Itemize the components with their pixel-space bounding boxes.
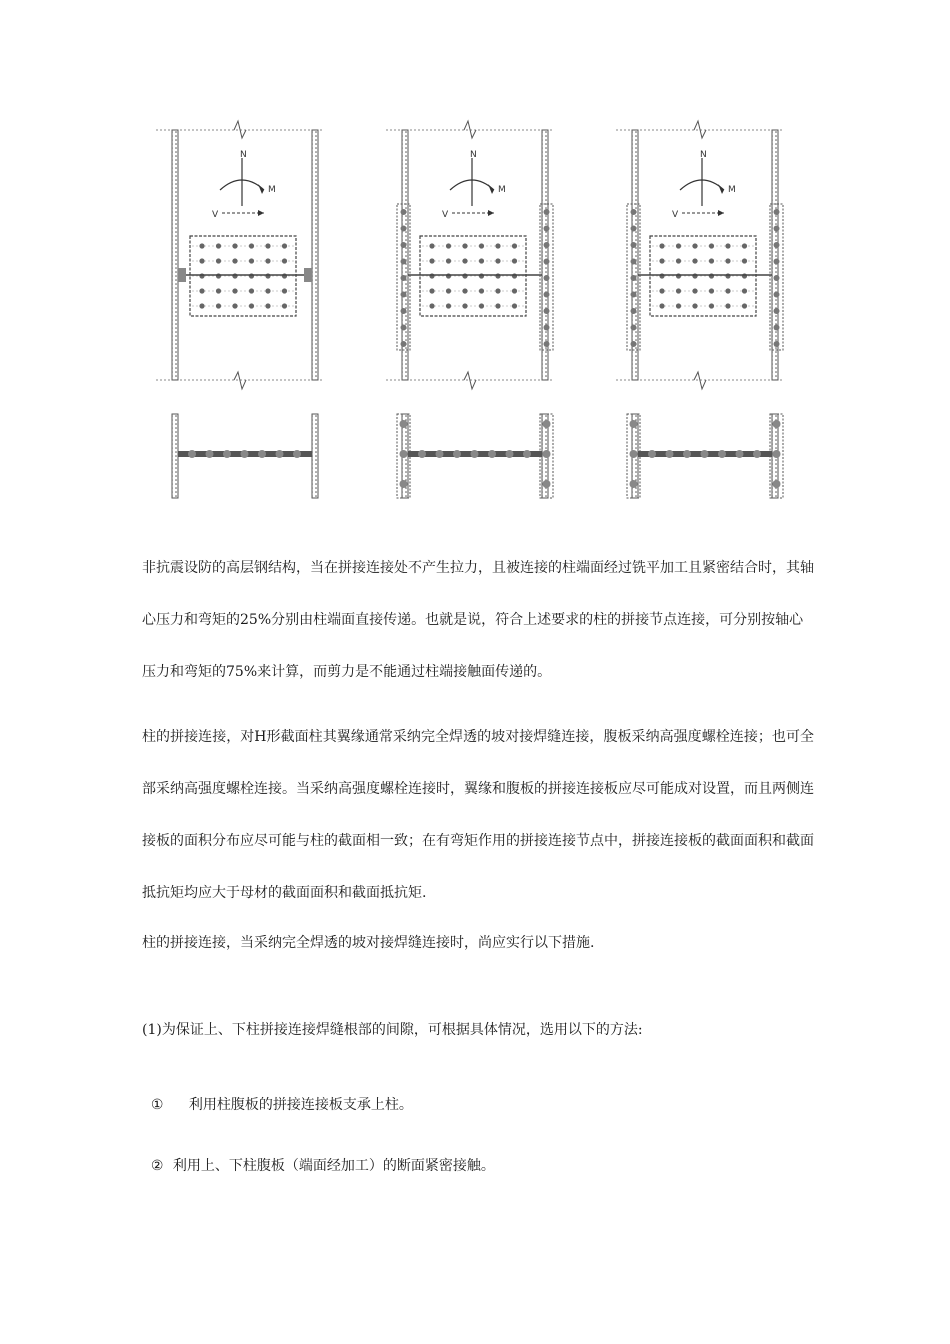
bolt (676, 273, 681, 278)
bolt (199, 288, 204, 293)
bolt (742, 243, 747, 248)
bolt (265, 273, 270, 278)
section-bolt (523, 450, 531, 458)
splice-panel-1 (156, 121, 322, 498)
paragraph-full-penetration: 柱的拼接连接，当采纳完全焊透的坡对接焊缝连接时，尚应实行以下措施. (142, 935, 595, 951)
bolt (199, 258, 204, 263)
flange-bolt (631, 226, 637, 232)
bolt (742, 288, 747, 293)
flange-bolt (401, 226, 407, 232)
section-flange-left (172, 414, 178, 498)
bolt (479, 243, 484, 248)
bolt (232, 273, 237, 278)
section-bolt (736, 450, 744, 458)
bolt (725, 288, 730, 293)
section-bolt (753, 450, 761, 458)
bolt (462, 303, 467, 308)
flange-bolt (544, 242, 550, 248)
section-flange-bolt (773, 420, 781, 428)
bolt (462, 243, 467, 248)
bolt (232, 303, 237, 308)
section-flange-bolt (630, 450, 638, 458)
column-flange-left (172, 130, 178, 380)
section-bolt (718, 450, 726, 458)
bolt (659, 288, 664, 293)
flange-bolt (544, 341, 550, 347)
bolt (709, 288, 714, 293)
flange-bolt (544, 275, 550, 281)
bolt (446, 288, 451, 293)
label-m: M (498, 185, 506, 195)
section-bolt (683, 450, 691, 458)
section-flange-bolt (630, 480, 638, 488)
bolt (512, 288, 517, 293)
bolt (429, 243, 434, 248)
section-bolt (488, 450, 496, 458)
bolt (676, 288, 681, 293)
paragraph-nonseismic: 非抗震设防的高层钢结构，当在拼接连接处不产生拉力，且被连接的柱端面经过铣平加工且紧密结合时，其轴心压力和弯矩的25%分别由柱端面直接传递。也就是说，符合上述要求的柱的拼接节点连接，可分别按轴心压力和弯矩的75%来计算，而剪力是不能通过柱端接触面传递的。 (142, 560, 814, 680)
section-flange-bolt (543, 480, 551, 488)
bolt (692, 243, 697, 248)
bolt (249, 243, 254, 248)
bolt (479, 258, 484, 263)
section-flange-bolt (773, 450, 781, 458)
flange-bolt (401, 341, 407, 347)
bolt (429, 258, 434, 263)
flange-bolt (401, 275, 407, 281)
bolt (232, 243, 237, 248)
bolt (462, 258, 467, 263)
section-bolt (293, 450, 301, 458)
bolt (249, 273, 254, 278)
section-flange-bolt (630, 420, 638, 428)
bolt (249, 258, 254, 263)
flange-bolt (401, 325, 407, 331)
bolt (659, 303, 664, 308)
section-bolt (648, 450, 656, 458)
bolt (495, 273, 500, 278)
flange-bolt (401, 308, 407, 314)
section-flange-bolt (543, 420, 551, 428)
flange-bolt (774, 242, 780, 248)
bolt (216, 288, 221, 293)
flange-bolt (774, 226, 780, 232)
flange-bolt (631, 341, 637, 347)
bolt (479, 303, 484, 308)
splice-panel-3 (616, 121, 783, 498)
bolt (676, 258, 681, 263)
bolt (429, 273, 434, 278)
section-flange-bolt (543, 450, 551, 458)
label-m: M (728, 185, 736, 195)
flange-bolt (544, 325, 550, 331)
shear-arrowhead (258, 210, 264, 216)
bolt (429, 303, 434, 308)
bolt (199, 273, 204, 278)
label-v: V (212, 210, 219, 220)
bolt (692, 288, 697, 293)
bolt (232, 258, 237, 263)
weld-left (178, 268, 186, 282)
bolt (692, 258, 697, 263)
section-bolt (453, 450, 461, 458)
bolt (659, 258, 664, 263)
label-n: N (240, 150, 247, 160)
section-bolt (701, 450, 709, 458)
bolt (282, 258, 287, 263)
splice-panel-2 (386, 121, 553, 498)
bolt (725, 273, 730, 278)
bolt (265, 303, 270, 308)
list-text: 利用柱腹板的拼接连接板支承上柱。 (188, 1097, 413, 1113)
section-bolt (206, 450, 214, 458)
section-flange-bolt (400, 480, 408, 488)
bolt (199, 243, 204, 248)
bolt (512, 258, 517, 263)
weld-right (304, 268, 312, 282)
section-flange-bolt (400, 420, 408, 428)
column-splice-figure (150, 118, 810, 508)
section-flange-right (312, 414, 318, 498)
bolt (249, 303, 254, 308)
bolt (462, 288, 467, 293)
flange-bolt (544, 259, 550, 265)
flange-bolt (774, 308, 780, 314)
bolt (446, 243, 451, 248)
bolt (495, 288, 500, 293)
bolt (446, 303, 451, 308)
section-flange-bolt (400, 450, 408, 458)
flange-bolt (774, 325, 780, 331)
flange-bolt (631, 242, 637, 248)
bolt (479, 288, 484, 293)
bolt (282, 243, 287, 248)
bolt (742, 303, 747, 308)
flange-bolt (774, 341, 780, 347)
shear-arrowhead (488, 210, 494, 216)
section-bolt (471, 450, 479, 458)
flange-bolt (544, 308, 550, 314)
bolt (216, 273, 221, 278)
bolt (659, 273, 664, 278)
flange-bolt (774, 259, 780, 265)
label-v: V (672, 210, 679, 220)
flange-bolt (401, 242, 407, 248)
flange-bolt (544, 209, 550, 215)
section-bolt (223, 450, 231, 458)
list-text: 利用上、下柱腹板（端面经加工）的断面紧密接触。 (172, 1158, 495, 1174)
flange-bolt (401, 259, 407, 265)
bolt (725, 258, 730, 263)
section-bolt (276, 450, 284, 458)
bolt (199, 303, 204, 308)
bolt (512, 303, 517, 308)
section-bolt (258, 450, 266, 458)
bolt (742, 273, 747, 278)
bolt (232, 288, 237, 293)
bolt (676, 303, 681, 308)
bolt (709, 303, 714, 308)
section-bolt (188, 450, 196, 458)
flange-bolt (631, 325, 637, 331)
list-number: ① (150, 1097, 164, 1113)
label-v: V (442, 210, 449, 220)
bolt (742, 258, 747, 263)
bolt (265, 288, 270, 293)
bolt (676, 243, 681, 248)
bolt (659, 243, 664, 248)
bolt (495, 243, 500, 248)
bolt (479, 273, 484, 278)
bolt (725, 243, 730, 248)
flange-bolt (631, 292, 637, 298)
flange-bolt (774, 275, 780, 281)
flange-bolt (774, 292, 780, 298)
flange-bolt (631, 209, 637, 215)
section-bolt (436, 450, 444, 458)
bolt (709, 258, 714, 263)
bolt (725, 303, 730, 308)
section-bolt (506, 450, 514, 458)
bolt (282, 273, 287, 278)
bolt (495, 258, 500, 263)
bolt (216, 258, 221, 263)
list-item (142, 1130, 495, 1178)
section-flange-bolt (773, 480, 781, 488)
label-m: M (268, 185, 276, 195)
paragraph-h-column-splice: 柱的拼接连接，对H形截面柱其翼缘通常采纳完全焊透的坡对接焊缝连接，腹板采纳高强度螺栓连接；也可全部采纳高强度螺栓连接。当采纳高强度螺栓连接时，翼缘和腹板的拼接连接板应尽可能成对设置，而且两侧连接板的面积分布应尽可能与柱的截面相一致；在有弯矩作用的拼接连接节点中，拼接连接板的截面面积和截面抵抗矩均应大于母材的截面面积和截面抵抗矩. (142, 729, 814, 901)
bolt (265, 258, 270, 263)
bolt (512, 273, 517, 278)
bolt (495, 303, 500, 308)
bolt (429, 288, 434, 293)
bolt (709, 243, 714, 248)
label-n: N (470, 150, 477, 160)
bolt (265, 243, 270, 248)
section-bolt (666, 450, 674, 458)
bolt (692, 273, 697, 278)
label-n: N (700, 150, 707, 160)
section-bolt (418, 450, 426, 458)
bolt (462, 273, 467, 278)
bolt (282, 288, 287, 293)
bolt (512, 243, 517, 248)
list-item (142, 1069, 413, 1117)
bolt (282, 303, 287, 308)
bolt (692, 303, 697, 308)
flange-bolt (544, 226, 550, 232)
flange-bolt (401, 209, 407, 215)
list-number: ② (150, 1158, 164, 1174)
shear-arrowhead (718, 210, 724, 216)
bolt (216, 243, 221, 248)
flange-bolt (631, 259, 637, 265)
bolt (709, 273, 714, 278)
flange-bolt (544, 292, 550, 298)
section-bolt (241, 450, 249, 458)
bolt (446, 273, 451, 278)
flange-bolt (401, 292, 407, 298)
flange-bolt (631, 275, 637, 281)
bolt (249, 288, 254, 293)
bolt (446, 258, 451, 263)
paragraph-gap-methods: (1)为保证上、下柱拼接连接焊缝根部的间隙，可根据具体情况，选用以下的方法: (142, 1022, 643, 1038)
flange-bolt (631, 308, 637, 314)
flange-bolt (774, 209, 780, 215)
bolt (216, 303, 221, 308)
column-flange-right (312, 130, 318, 380)
